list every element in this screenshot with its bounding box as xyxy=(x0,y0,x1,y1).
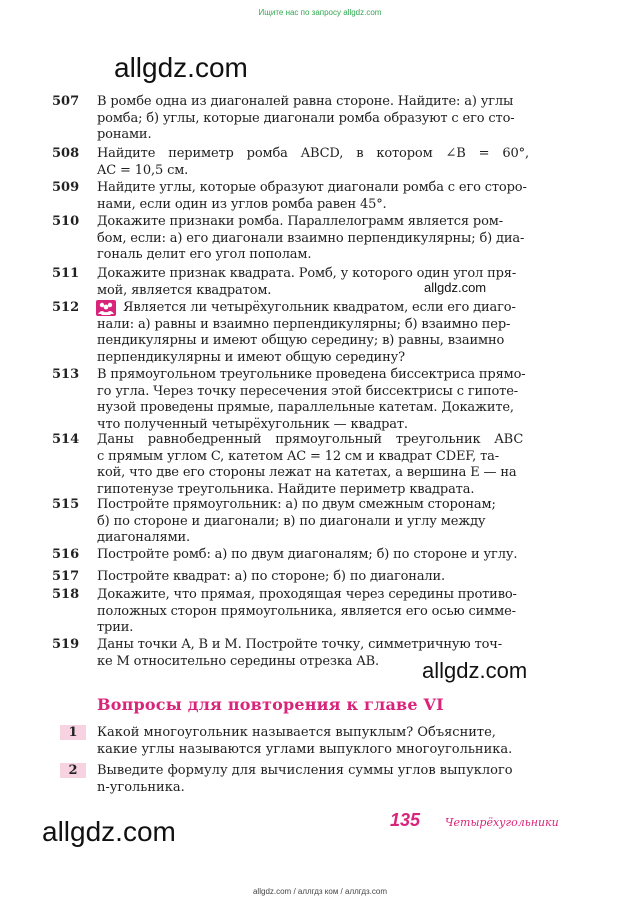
problem-text xyxy=(97,587,563,637)
problem-number: 519 xyxy=(52,637,80,652)
question-text xyxy=(97,725,563,758)
running-head: Четырёхугольники xyxy=(445,816,559,829)
problem-line: Даны равнобедренный прямоугольный треугольник ABC xyxy=(97,432,524,447)
problem-number: 517 xyxy=(52,569,80,584)
problem-line: Постройте ромб: а) по двум диагоналям; б) по стороне и углу. xyxy=(97,547,518,562)
problem-text xyxy=(97,367,563,433)
question-line: Выведите формулу для вычисления суммы углов выпуклого xyxy=(97,763,513,778)
problem-line: мой, является квадратом. xyxy=(97,282,272,298)
watermark: allgdz.com xyxy=(42,816,176,847)
problem-line: б) по стороне и диагонали; в) по диагонали и углу между xyxy=(97,513,486,529)
problem-line: гипотенузе треугольника. Найдите периметр квадрата. xyxy=(97,481,475,497)
problem-line: ронами. xyxy=(97,127,152,142)
problem-line: Постройте квадрат: а) по стороне; б) по диагонали. xyxy=(97,569,446,584)
problem-text xyxy=(97,214,563,264)
question-number: 2 xyxy=(60,763,86,778)
problem-number: 512 xyxy=(52,300,80,315)
problem-number: 510 xyxy=(52,214,80,229)
problem-number: 508 xyxy=(52,146,80,161)
problem-text xyxy=(97,547,563,564)
problem-line: Докажите признаки ромба. Параллелограмм является ром- xyxy=(97,214,503,229)
problem-line: диагоналями. xyxy=(97,530,191,545)
problem-line: нузой проведены прямые, параллельные катетам. Докажите, xyxy=(97,400,514,415)
top-banner[interactable]: Ищите нас по запросу allgdz.com xyxy=(258,8,382,17)
question-line: n-угольника. xyxy=(97,779,185,795)
problem-text xyxy=(97,146,563,179)
bottom-banner[interactable]: allgdz.com / аллгдз ком / аллгдз.com xyxy=(252,887,388,896)
problem-number: 507 xyxy=(52,94,80,109)
problem-line: перпендикулярны и имеют общую середину? xyxy=(97,349,405,365)
question-line: Какой многоугольник называется выпуклым? Объясните, xyxy=(97,725,496,740)
problem-number: 516 xyxy=(52,547,80,562)
problem-line: Является ли четырёхугольник квадратом, если его диаго- xyxy=(123,300,516,315)
page-number: 135 xyxy=(390,810,421,830)
problem-line: го угла. Через точку пересечения этой биссектрисы с гипоте- xyxy=(97,383,519,399)
problem-line: бом, если: а) его диагонали взаимно перпендикулярны; б) диа- xyxy=(97,230,525,246)
problem-text xyxy=(97,180,563,213)
problem-text xyxy=(97,497,563,547)
question-number: 1 xyxy=(60,725,86,740)
problem-text xyxy=(97,300,563,366)
problem-line: пендикулярны и имеют общую середину; в) равны, взаимно xyxy=(97,333,505,348)
problem-line: трии. xyxy=(97,620,134,635)
problem-line: с прямым углом C, катетом AC = 12 см и квадрат CDEF, та- xyxy=(97,448,500,464)
problem-line: ромба; б) углы, которые диагонали ромба образуют с его сто- xyxy=(97,110,515,126)
watermark: allgdz.com xyxy=(114,52,248,83)
problem-line: нами, если один из углов ромба равен 45°. xyxy=(97,196,387,212)
problem-line: В прямоугольном треугольнике проведена биссектриса прямо- xyxy=(97,367,526,382)
problem-number: 511 xyxy=(52,266,80,281)
problem-line: Найдите углы, которые образуют диагонали ромба с его сторо- xyxy=(97,180,527,195)
problem-line: Даны точки A, B и M. Постройте точку, симметричную точ- xyxy=(97,637,502,652)
question-text xyxy=(97,763,563,796)
problem-line: что полученный четырёхугольник — квадрат. xyxy=(97,416,408,432)
problem-text xyxy=(97,432,563,498)
problem-text xyxy=(97,569,563,586)
chapter-review-title: Вопросы для повторения к главе VI xyxy=(97,695,444,714)
problem-number: 514 xyxy=(52,432,80,447)
watermark: allgdz.com xyxy=(422,658,528,683)
problem-line: Докажите, что прямая, проходящая через середины противо- xyxy=(97,587,517,602)
problem-number: 515 xyxy=(52,497,80,512)
problem-line: кой, что две его стороны лежат на катетах, а вершина E — на xyxy=(97,465,517,480)
problem-number: 513 xyxy=(52,367,80,382)
problem-line: Постройте прямоугольник: а) по двум смежным сторонам; xyxy=(97,497,496,512)
watermark: allgdz.com xyxy=(424,280,487,295)
problem-line: нали: а) равны и взаимно перпендикулярны; б) взаимно пер- xyxy=(97,316,511,332)
problem-text xyxy=(97,637,563,670)
problem-number: 509 xyxy=(52,180,80,195)
problem-line: В ромбе одна из диагоналей равна стороне. Найдите: а) углы xyxy=(97,94,514,109)
question-line: какие углы называются углами выпуклого многоугольника. xyxy=(97,741,513,757)
problem-line: Найдите периметр ромба ABCD, в котором ∠B = 60°, xyxy=(97,146,529,161)
problem-line: гональ делит его угол пополам. xyxy=(97,247,312,262)
problem-line: ке M относительно середины отрезка AB. xyxy=(97,653,380,669)
problem-text xyxy=(97,266,563,299)
problem-line: AC = 10,5 см. xyxy=(97,162,189,178)
problem-line: Докажите признак квадрата. Ромб, у которого один угол пря- xyxy=(97,266,517,281)
problem-number: 518 xyxy=(52,587,80,602)
problem-text xyxy=(97,94,563,144)
problem-line: положных сторон прямоугольника, является его осью симме- xyxy=(97,603,516,619)
